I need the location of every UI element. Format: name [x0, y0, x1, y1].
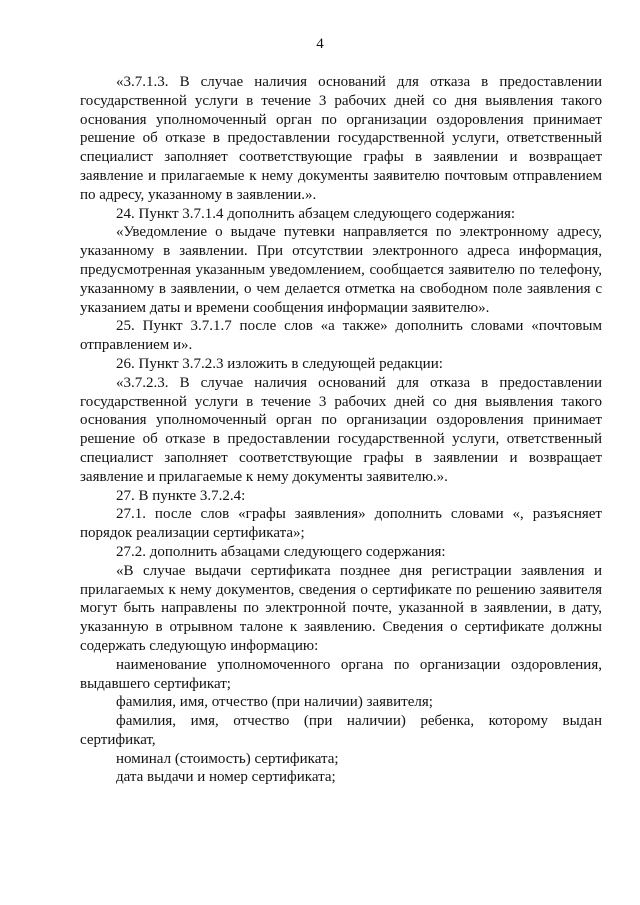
paragraph-item-24: 24. Пункт 3.7.1.4 дополнить абзацем следующего содержания: — [116, 205, 516, 222]
paragraph-applicant-name: фамилия, имя, отчество (при наличии) заявителя; — [116, 694, 433, 711]
paragraph-3-7-1-3: «3.7.1.3. В случае наличия оснований для отказа в предоставлении государственной услуги в течение 3 рабочих дней со дня выявления такого основания уполномоченный орган по организации оздоровления принимает решение об отказе в предоставлении государственной услуги, ответственный специалист заполняет соответствующие графы в заявлении и возвращает заявление и прилагаемые к нему документы заявителю почтовым отправлением по адресу, указанному в заявлении.». — [80, 74, 602, 203]
paragraph-item-26: 26. Пункт 3.7.2.3 изложить в следующей редакции: — [116, 355, 443, 372]
paragraph-item-25: 25. Пункт 3.7.1.7 после слов «а также» дополнить словами «почтовым отправлением и». — [80, 318, 602, 354]
page-number: 4 — [316, 36, 324, 52]
paragraph-child-name: фамилия, имя, отчество (при наличии) ребенка, которому выдан сертификат, — [80, 713, 602, 748]
document-body — [80, 73, 602, 787]
paragraph-item-27-1: 27.1. после слов «графы заявления» дополнить словами «, разъясняет порядок реализации сертификата»; — [80, 506, 602, 542]
paragraph-certificate-info: «В случае выдачи сертификата позднее дня регистрации заявления и прилагаемых к нему документов, сведения о сертификате по решению заявителя могут быть направлены по электронной почте, указанной в заявлении, в дату, указанную в отрывном талоне к заявлению. Сведения о сертификате должны содержать следующую информацию: — [80, 562, 602, 654]
paragraph-item-27-2: 27.2. дополнить абзацами следующего содержания: — [116, 543, 446, 560]
paragraph-authority-name: наименование уполномоченного органа по организации оздоровления, выдавшего сертификат; — [80, 656, 602, 692]
paragraph-item-27: 27. В пункте 3.7.2.4: — [116, 487, 246, 504]
paragraph-issue-date: дата выдачи и номер сертификата; — [116, 769, 336, 786]
paragraph-3-7-2-3: «3.7.2.3. В случае наличия оснований для отказа в предоставлении государственной услуги в течение 3 рабочих дней со дня выявления такого основания уполномоченный орган по организации оздоровления принимает решение об отказе в предоставлении государственной услуги, ответственный специалист заполняет соответствующие графы в заявлении и возвращает заявление и прилагаемые к нему документы заявителю.». — [80, 374, 602, 485]
paragraph-nominal-value: номинал (стоимость) сертификата; — [116, 750, 339, 767]
paragraph-notification: «Уведомление о выдаче путевки направляется по электронному адресу, указанному в заявлении. При отсутствии электронного адреса информация, предусмотренная указанным уведомлением, сообщается заявителю по телефону, указанному в заявлении, о чем делается отметка на свободном поле заявления с указанием даты и времени сообщения информации заявителю». — [80, 224, 602, 316]
